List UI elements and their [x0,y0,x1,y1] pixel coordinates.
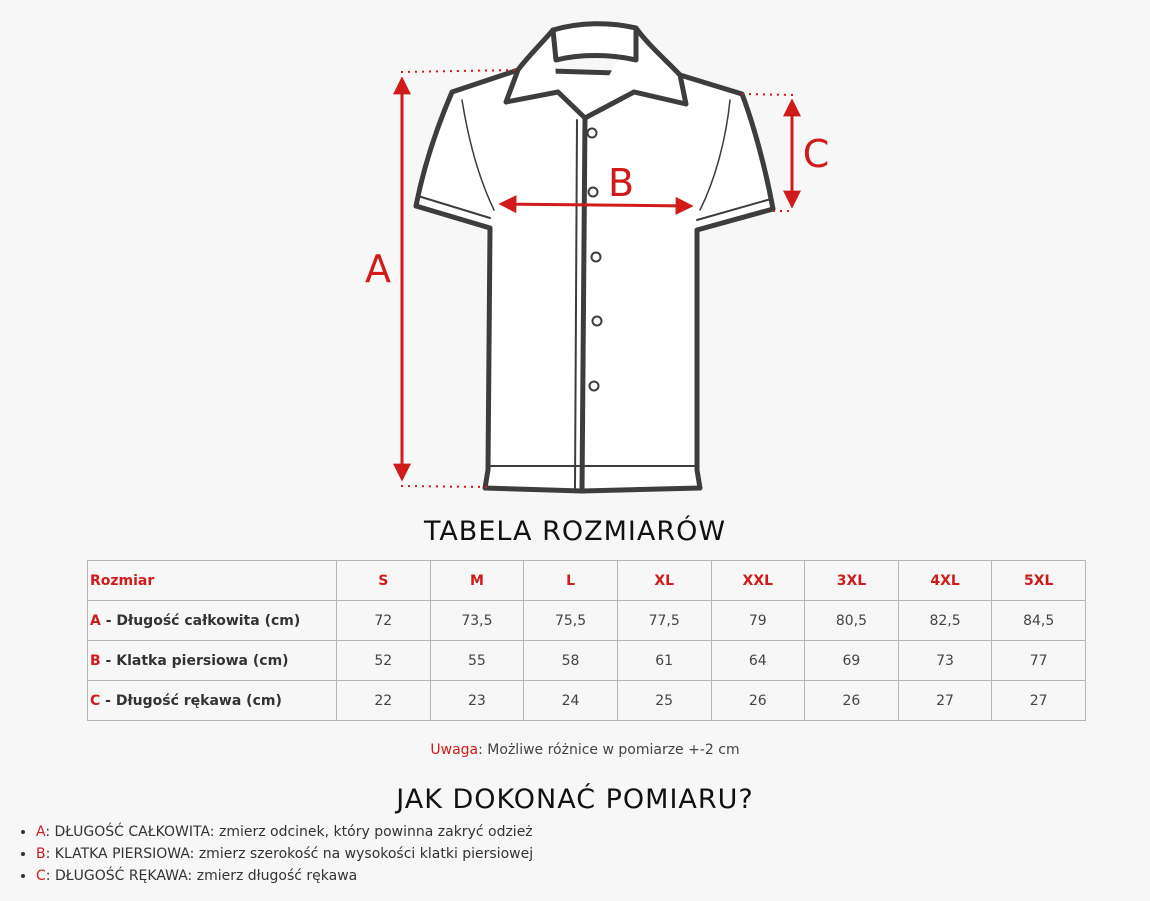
table-cell: 73 [898,641,992,681]
table-row [88,681,1086,721]
table-cell: 26 [805,681,899,721]
howto-title: JAK DOKONAĆ POMIARU? [396,784,754,815]
list-item [36,822,533,844]
row-key: B [90,652,101,669]
row-label-text: - Długość rękawa (cm) [100,692,282,709]
table-cell: 79 [711,601,805,641]
size-table [87,560,1086,721]
size-header-cell: XL [617,561,711,601]
size-header-label: Rozmiar [88,561,337,601]
table-cell: 25 [617,681,711,721]
table-cell: 77,5 [617,601,711,641]
label-a: A [365,247,391,291]
measure-b-line [502,204,690,206]
table-cell: 27 [992,681,1086,721]
size-header-cell: L [524,561,618,601]
size-header-cell: M [430,561,524,601]
row-label [88,641,337,681]
size-table-header-row [88,561,1086,601]
table-cell: 80,5 [805,601,899,641]
list-item [36,844,533,866]
size-header-cell: 3XL [805,561,899,601]
size-header-cell: XXL [711,561,805,601]
table-cell: 77 [992,641,1086,681]
howto-key: A [36,824,46,840]
table-cell: 84,5 [992,601,1086,641]
size-header-cell: 5XL [992,561,1086,601]
table-cell: 52 [337,641,431,681]
size-header-cell: 4XL [898,561,992,601]
list-item [36,866,533,888]
size-header-cell: S [337,561,431,601]
table-cell: 75,5 [524,601,618,641]
row-label [88,601,337,641]
table-cell: 64 [711,641,805,681]
label-c: C [802,132,830,176]
size-table-title: TABELA ROZMIARÓW [423,516,727,547]
table-cell: 73,5 [430,601,524,641]
label-b: B [607,161,635,205]
table-cell: 82,5 [898,601,992,641]
table-cell: 69 [805,641,899,681]
table-cell: 58 [524,641,618,681]
row-key: C [90,692,101,709]
row-label [88,681,337,721]
table-cell: 24 [524,681,618,721]
howto-text: : DŁUGOŚĆ CAŁKOWITA: zmierz odcinek, który powinna zakryć odzież [45,824,533,840]
table-row [88,641,1086,681]
table-row [88,601,1086,641]
note-label: Uwaga [430,742,479,758]
table-cell: 55 [430,641,524,681]
row-key: A [90,612,101,629]
table-cell: 26 [711,681,805,721]
table-cell: 22 [337,681,431,721]
table-cell: 27 [898,681,992,721]
table-cell: 23 [430,681,524,721]
row-label-text: - Długość całkowita (cm) [100,612,301,629]
table-cell: 72 [337,601,431,641]
howto-key: C [36,868,46,884]
howto-list [14,822,533,888]
measurement-note [0,742,1150,758]
howto-text: : KLATKA PIERSIOWA: zmierz szerokość na wysokości klatki piersiowej [45,846,534,862]
howto-text: : DŁUGOŚĆ RĘKAWA: zmierz długość rękawa [45,868,358,884]
table-cell: 61 [617,641,711,681]
row-label-text: - Klatka piersiowa (cm) [100,652,289,669]
note-text: : Możliwe różnice w pomiarze +-2 cm [478,742,740,758]
howto-key: B [36,846,46,862]
